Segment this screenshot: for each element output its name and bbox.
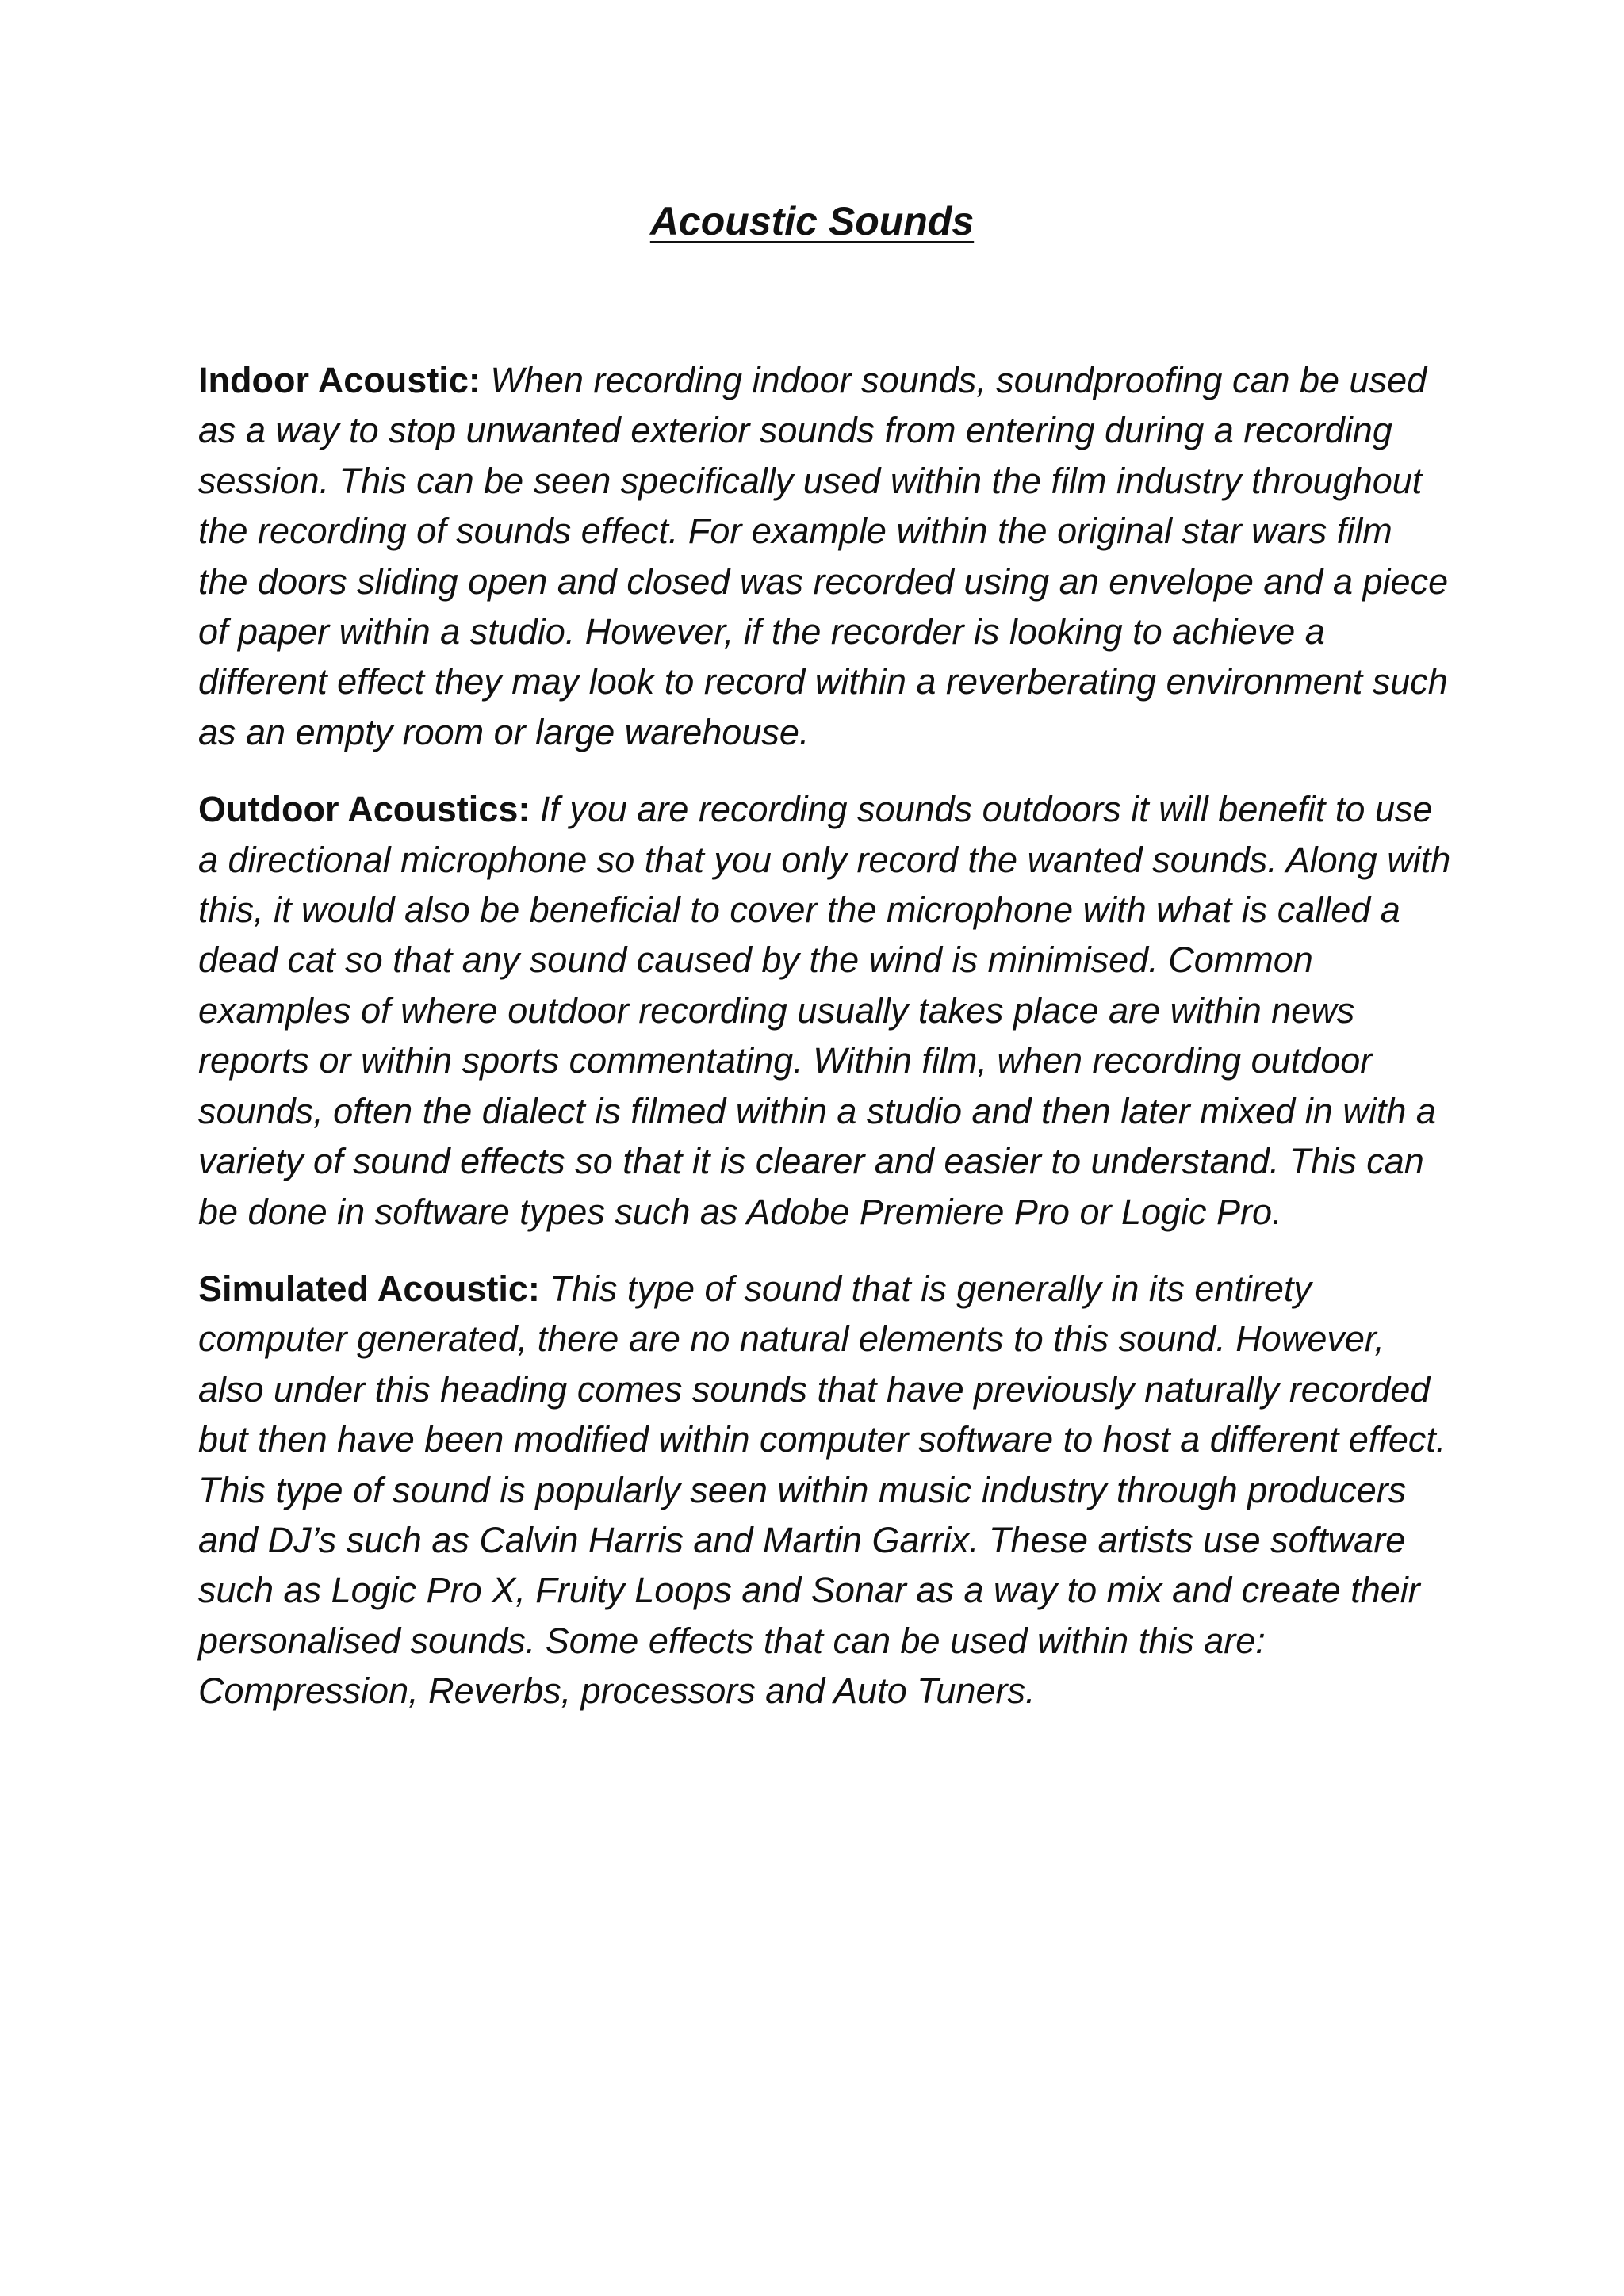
paragraph-label: Simulated Acoustic: [198, 1268, 540, 1309]
paragraph-label: Outdoor Acoustics: [198, 789, 530, 830]
document-body [198, 355, 1451, 1743]
paragraph-outdoor-acoustics [198, 784, 1451, 1237]
paragraph-label: Indoor Acoustic: [198, 360, 481, 400]
paragraph-text: If you are recording sounds outdoors it will benefit to use a directional microphone so that you only record the wanted sounds. Along with this, it would also be beneficial to cover the microphone with what is called a dead cat so that any sound caused by the wind is minimised. Common examples of where outdoor recording usually takes place are within news reports or within sports commentating. Within film, when recording outdoor sounds, often the dialect is filmed within a studio and then later mixed in with a variety of sound effects so that it is clearer and easier to understand. This can be done in software types such as Adobe Premiere Pro or Logic Pro. [198, 789, 1451, 1232]
paragraph-simulated-acoustic [198, 1264, 1451, 1716]
paragraph-text: When recording indoor sounds, soundproofing can be used as a way to stop unwanted exterior sounds from entering during a recording session. This can be seen specifically used within the film industry throughout the recording of sounds effect. For example within the original star wars film the doors sliding open and closed was recorded using an envelope and a piece of paper within a studio. However, if the recorder is looking to achieve a different effect they may look to record within a reverberating environment such as an empty room or large warehouse. [198, 360, 1449, 752]
paragraph-indoor-acoustic [198, 355, 1451, 757]
paragraph-text: This type of sound that is generally in its entirety computer generated, there are no natural elements to this sound. However, also under this heading comes sounds that have previously naturally recorded but then have been modified within computer software to host a different effect. This type of sound is popularly seen within music industry through producers and DJ’s such as Calvin Harris and Martin Garrix. These artists use software such as Logic Pro X, Fruity Loops and Sonar as a way to mix and create their personalised sounds. Some effects that can be used within this are: Compression, Reverbs, processors and Auto Tuners. [198, 1268, 1446, 1712]
document-title: Acoustic Sounds [649, 199, 975, 243]
